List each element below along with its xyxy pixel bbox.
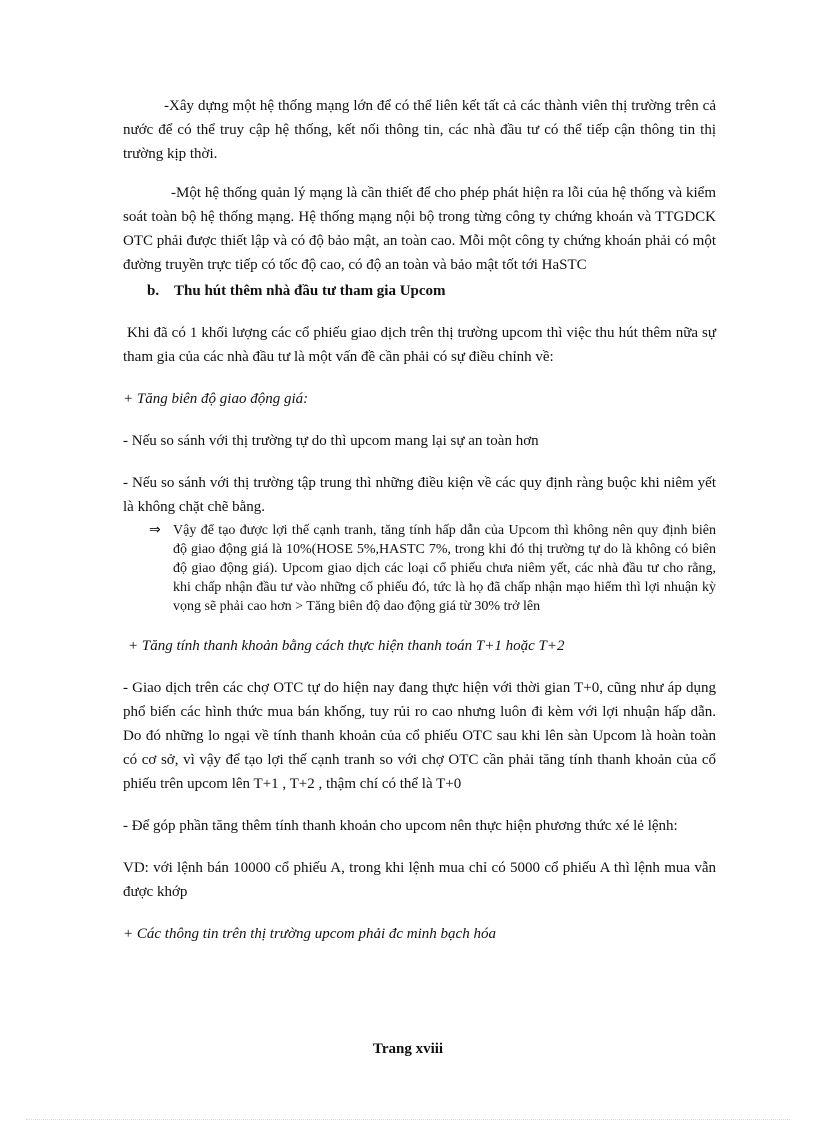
subheading-liquidity: + Tăng tính thanh khoản bằng cách thực hiện thanh toán T+1 hoặc T+2 <box>128 638 565 654</box>
page-content <box>123 94 716 946</box>
section-heading <box>123 279 716 303</box>
paragraph-intro: Khi đã có 1 khối lượng các cổ phiếu giao dịch trên thị trường upcom thì việc thu hút thêm nữa sự tham gia của các nhà đầu tư là một vấn đề cần phải có sự điều chỉnh về: <box>123 325 716 365</box>
page-bottom-divider <box>26 1119 790 1120</box>
subheading-transparency: + Các thông tin trên thị trường upcom phải đc minh bạch hóa <box>123 926 496 942</box>
paragraph-centralized-market-compare: - Nếu so sánh với thị trường tập trung thì những điều kiện về các quy định ràng buộc khi niêm yết là không chặt chẽ bằng. <box>123 475 716 515</box>
paragraph-free-market-compare: - Nếu so sánh với thị trường tự do thì upcom mang lại sự an toàn hơn <box>123 433 539 449</box>
page-number: Trang xviii <box>372 1041 444 1057</box>
paragraph-network-management: -Một hệ thống quản lý mạng là cần thiết để cho phép phát hiện ra lỗi của hệ thống và kiểm soát toàn bộ hệ thống mạng. Hệ thống mạng nội bộ trong từng công ty chứng khoán và TTGDCK OTC phải được thiết lập và có độ bảo mật, an toàn cao. Mỗi một công ty chứng khoán phải có một đường truyền trực tiếp có tốc độ cao, có độ an toàn và bảo mật tốt tới HaSTC <box>123 185 716 273</box>
conclusion-bullet-text: Vậy để tạo được lợi thế cạnh tranh, tăng tính hấp dẫn của Upcom thì không nên quy định biên độ giao động giá là 10%(HOSE 5%,HASTC 7%, trong khi đó thị trường tự do là không có biên độ giao động giá). Upcom giao dịch các loại cổ phiếu chưa niêm yết, các nhà đầu tư cho rằng, khi chấp nhận đầu tư vào những cổ phiếu đó, tức là họ đã chấp nhận mạo hiểm thì lợi nhuận kỳ vọng sẽ phải cao hơn > Tăng biên độ dao động giá từ 30% trở lên <box>173 523 716 614</box>
section-heading-letter: b. <box>147 283 160 299</box>
section-heading-title: Thu hút thêm nhà đầu tư tham gia Upcom <box>174 283 446 299</box>
paragraph-order-splitting: - Để góp phần tăng thêm tính thanh khoản cho upcom nên thực hiện phương thức xé lẻ lệnh: <box>123 818 678 834</box>
paragraph-otc-trading: - Giao dịch trên các chợ OTC tự do hiện nay đang thực hiện với thời gian T+0, cũng như áp dụng phổ biến các hình thức mua bán khống, tuy rủi ro cao nhưng luôn đi kèm với lợi nhuận hấp dẫn. Do đó những lo ngại về tính thanh khoản của cổ phiếu OTC sau khi lên sàn Upcom là hoàn toàn có cơ sở, vì vậy để tạo lợi thế cạnh tranh so với chợ OTC cần phải tăng tính thanh khoản của cổ phiếu trên upcom lên T+1 , T+2 , thậm chí có thể là T+0 <box>123 680 716 792</box>
paragraph-network-building: -Xây dựng một hệ thống mạng lớn để có thể liên kết tất cả các thành viên thị trường trên cả nước để có thể truy cập hệ thống, kết nối thông tin, các nhà đầu tư có thể tiếp cận thông tin thị trường kịp thời. <box>123 98 716 162</box>
paragraph-example: VD: với lệnh bán 10000 cổ phiếu A, trong khi lệnh mua chỉ có 5000 cổ phiếu A thì lệnh mua vẫn được khớp <box>123 860 716 900</box>
double-arrow-icon: ⇒ <box>149 522 161 538</box>
subheading-price-band: + Tăng biên độ giao động giá: <box>123 391 309 407</box>
conclusion-bullet <box>123 521 716 616</box>
